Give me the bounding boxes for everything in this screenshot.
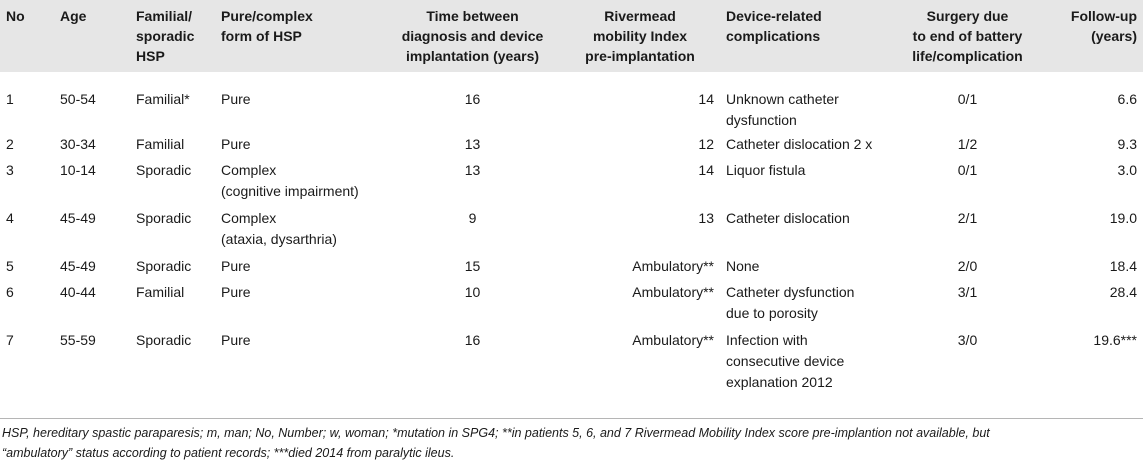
cell-complications: Unknown catheter dysfunction xyxy=(726,91,839,128)
cell-time: 10 xyxy=(464,284,481,300)
cell-complications: Infection with consecutive device explanation 2012 xyxy=(726,332,845,390)
cell-surgery: 0/1 xyxy=(957,162,978,178)
cell-surgery: 1/2 xyxy=(957,136,978,152)
table-row xyxy=(0,205,1143,253)
cell-time: 9 xyxy=(468,210,477,226)
cell-no: 7 xyxy=(6,332,14,348)
cell-form: Pure xyxy=(221,332,251,348)
header-followup: Follow-up (years) xyxy=(1070,8,1137,44)
header-familial: Familial/ sporadic HSP xyxy=(136,8,195,64)
cell-form: Pure xyxy=(221,284,251,300)
cell-no: 2 xyxy=(6,136,14,152)
cell-age: 40-44 xyxy=(60,284,96,300)
header-form: Pure/complex form of HSP xyxy=(221,8,313,44)
cell-rmi: Ambulatory** xyxy=(632,258,714,274)
header-rmi: Rivermead mobility Index pre-implantation xyxy=(585,8,695,64)
table-row xyxy=(0,157,1143,205)
cell-type: Familial xyxy=(136,136,185,152)
cell-rmi: Ambulatory** xyxy=(632,332,714,348)
header-complications: Device-related complications xyxy=(726,8,822,44)
cell-age: 30-34 xyxy=(60,136,96,152)
header-no: No xyxy=(6,8,25,24)
cell-followup: 19.6*** xyxy=(1093,332,1137,348)
footnote-line-1: HSP, hereditary spastic paraparesis; m, man; No, Number; w, woman; *mutation in SPG4; **in patients 5, 6, and 7 Rivermead Mobility Index score pre-implantion not available, but xyxy=(2,426,990,440)
cell-form: Complex (cognitive impairment) xyxy=(221,162,359,199)
cell-followup: 18.4 xyxy=(1109,258,1137,274)
cell-form: Pure xyxy=(221,91,251,107)
cell-time: 15 xyxy=(464,258,481,274)
cell-age: 50-54 xyxy=(60,91,96,107)
cell-age: 55-59 xyxy=(60,332,96,348)
cell-time: 16 xyxy=(464,91,481,107)
cell-age: 45-49 xyxy=(60,258,96,274)
cell-no: 5 xyxy=(6,258,14,274)
cell-type: Sporadic xyxy=(136,162,192,178)
footnote-line-2: “ambulatory” status according to patient records; ***died 2014 from paralytic ileus. xyxy=(2,446,455,460)
cell-form: Pure xyxy=(221,258,251,274)
cell-age: 10-14 xyxy=(60,162,96,178)
cell-followup: 3.0 xyxy=(1117,162,1137,178)
cell-surgery: 0/1 xyxy=(957,91,978,107)
cell-no: 4 xyxy=(6,210,14,226)
cell-rmi: 13 xyxy=(698,210,714,226)
cell-form: Complex (ataxia, dysarthria) xyxy=(221,210,337,247)
cell-followup: 6.6 xyxy=(1117,91,1137,107)
cell-no: 3 xyxy=(6,162,14,178)
cell-surgery: 2/0 xyxy=(957,258,978,274)
cell-type: Sporadic xyxy=(136,258,192,274)
cell-followup: 19.0 xyxy=(1109,210,1137,226)
cell-complications: None xyxy=(726,258,760,274)
table-row xyxy=(0,279,1143,327)
cell-form: Pure xyxy=(221,136,251,152)
table-row xyxy=(0,327,1143,395)
table-row xyxy=(0,131,1143,157)
cell-followup: 28.4 xyxy=(1109,284,1137,300)
cell-complications: Catheter dislocation 2 x xyxy=(726,136,873,152)
header-age: Age xyxy=(60,8,87,24)
cell-complications: Liquor fistula xyxy=(726,162,806,178)
table-row xyxy=(0,253,1143,279)
cell-time: 16 xyxy=(464,332,481,348)
cell-rmi: 12 xyxy=(698,136,714,152)
cell-age: 45-49 xyxy=(60,210,96,226)
cell-complications: Catheter dysfunction due to porosity xyxy=(726,284,855,321)
cell-type: Familial* xyxy=(136,91,190,107)
cell-surgery: 2/1 xyxy=(957,210,978,226)
cell-type: Sporadic xyxy=(136,210,192,226)
header-time: Time between diagnosis and device implantation (years) xyxy=(401,8,544,64)
cell-complications: Catheter dislocation xyxy=(726,210,850,226)
header-row xyxy=(0,0,1143,72)
cell-type: Sporadic xyxy=(136,332,192,348)
cell-rmi: Ambulatory** xyxy=(632,284,714,300)
cell-rmi: 14 xyxy=(698,162,714,178)
cell-surgery: 3/0 xyxy=(957,332,978,348)
cell-surgery: 3/1 xyxy=(957,284,978,300)
table-row xyxy=(0,72,1143,131)
cell-no: 6 xyxy=(6,284,14,300)
cell-rmi: 14 xyxy=(698,91,714,107)
table-footnote xyxy=(0,418,1143,463)
header-surgery: Surgery due to end of battery life/complication xyxy=(912,8,1023,64)
cell-time: 13 xyxy=(464,162,481,178)
cell-followup: 9.3 xyxy=(1117,136,1137,152)
cell-type: Familial xyxy=(136,284,185,300)
cell-time: 13 xyxy=(464,136,481,152)
cell-no: 1 xyxy=(6,91,14,107)
